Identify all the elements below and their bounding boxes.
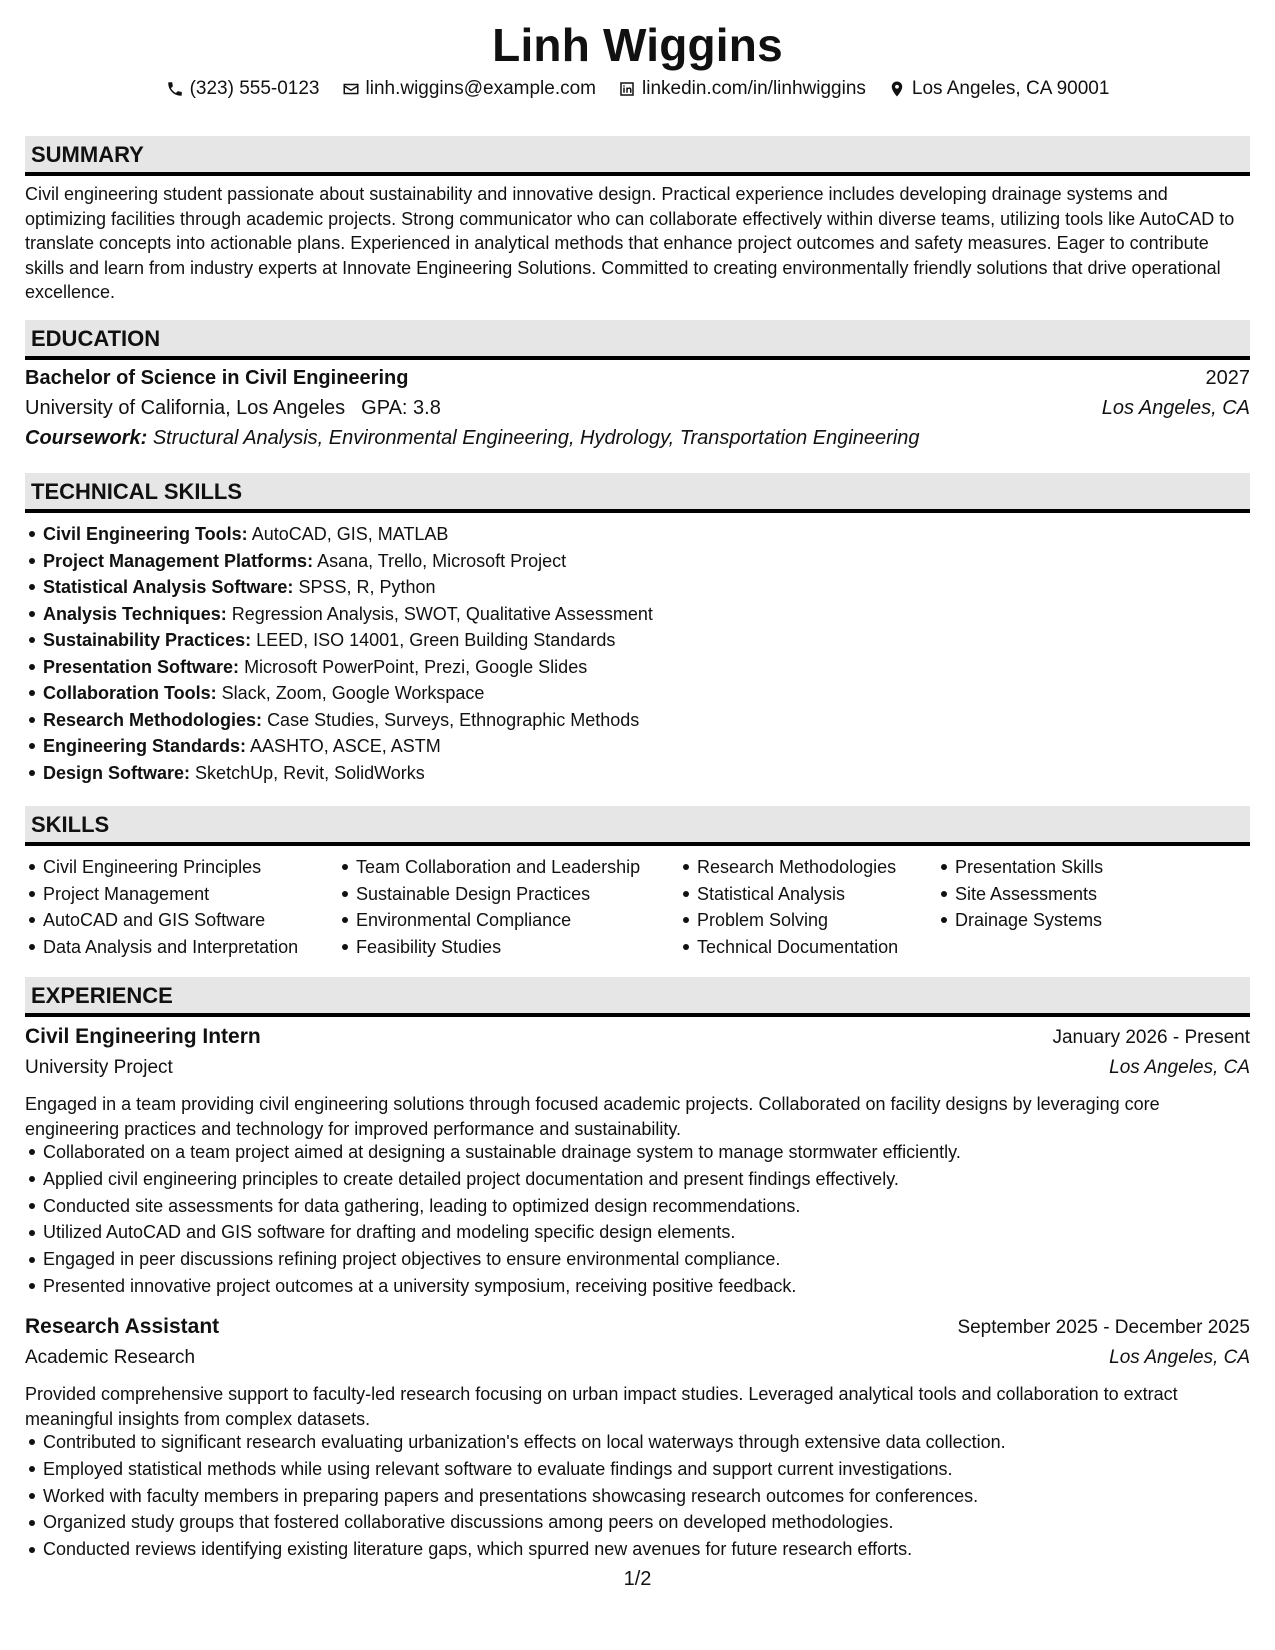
list-item: Problem Solving	[679, 907, 898, 934]
envelope-icon	[342, 80, 360, 98]
job-dates: September 2025 - December 2025	[957, 1317, 1250, 1338]
candidate-name: Linh Wiggins	[492, 19, 783, 71]
job-organization: Academic Research	[25, 1347, 196, 1368]
list-item: Engineering Standards: AASHTO, ASCE, ASTM	[25, 733, 1250, 760]
list-item: Employed statistical methods while using relevant software to evaluate findings and support current investigations.	[25, 1456, 1250, 1483]
skills-column-4	[937, 854, 1103, 934]
list-item: Technical Documentation	[679, 934, 898, 961]
list-item: Organized study groups that fostered collaborative discussions among peers on developed methodologies.	[25, 1509, 1250, 1536]
phone-icon	[166, 80, 184, 98]
list-item: Presented innovative project outcomes at a university symposium, receiving positive feedback.	[25, 1273, 1250, 1300]
list-item: Engaged in peer discussions refining project objectives to ensure environmental compliance.	[25, 1246, 1250, 1273]
job-1-description: Engaged in a team providing civil engineering solutions through focused academic projects. Collaborated on facility designs by leveraging core engineering practices and technology for improved performance and sustainability.	[25, 1094, 1160, 1139]
list-item: Drainage Systems	[937, 907, 1103, 934]
list-item: Civil Engineering Tools: AutoCAD, GIS, MATLAB	[25, 521, 1250, 548]
location-text: Los Angeles, CA 90001	[911, 78, 1110, 99]
job-2-org-row	[25, 1347, 1250, 1369]
job-1-title-row	[25, 1025, 1250, 1049]
list-item: Project Management Platforms: Asana, Trello, Microsoft Project	[25, 548, 1250, 575]
phone-text: (323) 555-0123	[189, 78, 320, 99]
list-item: Site Assessments	[937, 881, 1103, 908]
summary-heading: SUMMARY	[25, 136, 1250, 176]
list-item: Statistical Analysis	[679, 881, 898, 908]
job-dates: January 2026 - Present	[1052, 1027, 1250, 1048]
skills-column-1	[25, 854, 298, 960]
list-item: Worked with faculty members in preparing papers and presentations showcasing research outcomes for conferences.	[25, 1483, 1250, 1510]
list-item: Applied civil engineering principles to create detailed project documentation and present findings effectively.	[25, 1166, 1250, 1193]
contact-bar	[0, 78, 1275, 100]
contact-phone	[166, 78, 320, 100]
list-item: Civil Engineering Principles	[25, 854, 298, 881]
list-item: Design Software: SketchUp, Revit, SolidWorks	[25, 760, 1250, 787]
graduation-year: 2027	[1205, 367, 1250, 389]
job-2-bullets	[25, 1429, 1250, 1563]
coursework-label: Coursework:	[25, 427, 148, 449]
list-item: Research Methodologies	[679, 854, 898, 881]
technical-skills-heading: TECHNICAL SKILLS	[25, 473, 1250, 513]
education-degree-row	[25, 367, 1250, 390]
list-item: Conducted site assessments for data gathering, leading to optimized design recommendations.	[25, 1193, 1250, 1220]
technical-skills-list	[25, 521, 1250, 786]
list-item: Sustainability Practices: LEED, ISO 14001, Green Building Standards	[25, 627, 1250, 654]
skills-heading: SKILLS	[25, 806, 1250, 846]
experience-heading: EXPERIENCE	[25, 977, 1250, 1017]
job-title: Civil Engineering Intern	[25, 1025, 261, 1048]
linkedin-text[interactable]: linkedin.com/in/linhwiggins	[642, 78, 866, 99]
job-2-title-row	[25, 1315, 1250, 1339]
education-location: Los Angeles, CA	[1101, 397, 1250, 419]
institution-name: University of California, Los Angeles	[25, 397, 346, 419]
list-item: Feasibility Studies	[338, 934, 640, 961]
education-institution-row	[25, 397, 1250, 420]
contact-email[interactable]	[342, 78, 597, 100]
coursework-row	[25, 427, 1250, 450]
job-1-org-row	[25, 1057, 1250, 1079]
job-location: Los Angeles, CA	[1109, 1347, 1250, 1368]
email-text[interactable]: linh.wiggins@example.com	[365, 78, 596, 99]
degree-title: Bachelor of Science in Civil Engineering	[25, 367, 409, 389]
list-item: Presentation Software: Microsoft PowerPoint, Prezi, Google Slides	[25, 654, 1250, 681]
list-item: Collaborated on a team project aimed at designing a sustainable drainage system to manage stormwater efficiently.	[25, 1139, 1250, 1166]
job-title: Research Assistant	[25, 1315, 220, 1338]
skills-grid	[25, 854, 1250, 962]
page-number: 1/2	[623, 1568, 652, 1590]
job-organization: University Project	[25, 1057, 173, 1078]
list-item: Contributed to significant research evaluating urbanization's effects on local waterways through extensive data collection.	[25, 1429, 1250, 1456]
list-item: Presentation Skills	[937, 854, 1103, 881]
list-item: AutoCAD and GIS Software	[25, 907, 298, 934]
contact-location	[888, 78, 1110, 100]
list-item: Collaboration Tools: Slack, Zoom, Google Workspace	[25, 680, 1250, 707]
skills-column-3	[679, 854, 898, 960]
coursework-list: Structural Analysis, Environmental Engineering, Hydrology, Transportation Engineering	[152, 427, 920, 449]
list-item: Environmental Compliance	[338, 907, 640, 934]
skills-column-2	[338, 854, 640, 960]
list-item: Sustainable Design Practices	[338, 881, 640, 908]
job-2-description: Provided comprehensive support to faculty-led research focusing on urban impact studies. Leveraged analytical tools and collaboration to extract meaningful insights from complex datasets.	[25, 1384, 1178, 1429]
list-item: Conducted reviews identifying existing literature gaps, which spurred new avenues for future research efforts.	[25, 1536, 1250, 1563]
list-item: Research Methodologies: Case Studies, Surveys, Ethnographic Methods	[25, 707, 1250, 734]
list-item: Analysis Techniques: Regression Analysis, SWOT, Qualitative Assessment	[25, 601, 1250, 628]
map-pin-icon	[888, 80, 906, 98]
gpa: GPA: 3.8	[361, 397, 441, 419]
list-item: Utilized AutoCAD and GIS software for drafting and modeling specific design elements.	[25, 1219, 1250, 1246]
list-item: Data Analysis and Interpretation	[25, 934, 298, 961]
summary-text: Civil engineering student passionate about sustainability and innovative design. Practical experience includes developing drainage systems and optimizing facilities through academic projects. Strong communicator who can collaborate effectively within diverse teams, utilizing tools like AutoCAD to translate concepts into actionable plans. Experienced in analytical methods that enhance project outcomes and safety measures. Eager to contribute skills and learn from industry experts at Innovate Engineering Solutions. Committed to creating environmentally friendly solutions that drive operational excellence.	[25, 184, 1235, 302]
list-item: Statistical Analysis Software: SPSS, R, Python	[25, 574, 1250, 601]
education-heading: EDUCATION	[25, 320, 1250, 360]
list-item: Team Collaboration and Leadership	[338, 854, 640, 881]
linkedin-icon	[618, 80, 636, 98]
job-1-bullets	[25, 1139, 1250, 1300]
list-item: Project Management	[25, 881, 298, 908]
job-location: Los Angeles, CA	[1109, 1057, 1250, 1078]
contact-linkedin[interactable]	[618, 78, 866, 100]
